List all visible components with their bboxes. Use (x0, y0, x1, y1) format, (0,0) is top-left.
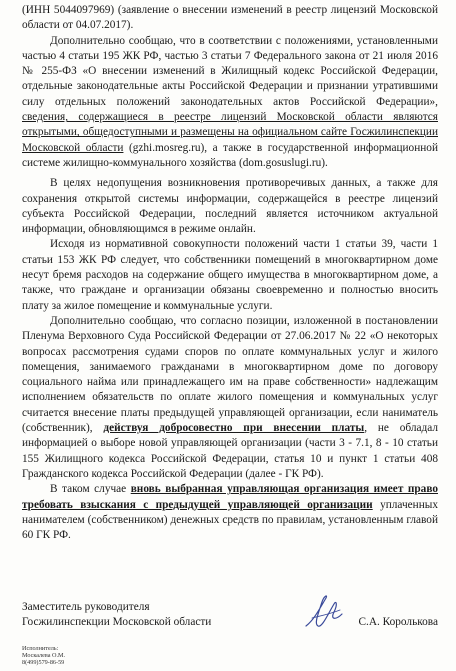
executor-name: Москалева О.М. (22, 652, 66, 660)
conclusion-text-start: В таком случае (50, 483, 131, 496)
paragraph-registry (22, 34, 438, 172)
court-text-end: , не обладал информацией о выборе новой управляющей организации (части 3 - 7.1, 8 - 10 статьи 155 Жилищного кодекса Российской Федерации, статья 10 и пункт 1 статьи 408 Гражданского кодекса Российской Федерации (далее - ГК РФ). (22, 422, 438, 480)
executor-label: Исполнитель: (22, 645, 59, 652)
letter-body (22, 3, 438, 543)
good-faith-underlined: действуя добросовестно при внесении платы (103, 422, 365, 435)
registry-open-data-underlined: сведения, содержащиеся в реестре лицензий Московской области являются открытыми, общедоступными и размещены на официальном сайте Госжилинспекции Московской области (22, 111, 438, 154)
executor-info (22, 645, 65, 667)
paragraph-consistency: В целях недопущения возникновения противоречивых данных, а также для сохранения открытой системы информации, содержащейся в реестре лицензий субъекта Российской Федерации, последний является источником актуальной информации, обновляющимся в режиме онлайн. (22, 177, 438, 236)
signer-name: С.А. Королькова (358, 616, 438, 628)
court-text-start: Дополнительно сообщаю, что согласно позиции, изложенной в постановлении Пленума Верховного Суда Российской Федерации от 27.06.2017 № 22 «О некоторых вопросах рассмотрения судами споров по оплате коммунальных услуг и жилого помещения, занимаемого гражданами в многоквартирном доме по договору социального найма или принадлежащего им на праве собственности» надлежащим исполнением обязательств по оплате жилого помещения и коммунальных услуг считается внесение платы предыдущей управляющей организации, если наниматель (собственник), (22, 314, 438, 435)
right-to-claim-underlined: вновь выбранная управляющая организация имеет право требовать взыскания с предыдущей управляющей организации (22, 483, 438, 511)
paragraph-conclusion (22, 482, 438, 543)
executor-phone: 8(499)579-86-59 (22, 659, 65, 667)
paragraph-inn: (ИНН 5044097969) (заявление о внесении изменений в реестр лицензий Московской области от 04.07.2017). (22, 4, 438, 32)
position-line-2: Госжилинспекции Московской области (22, 616, 212, 629)
conclusion-text-end: уплаченных нанимателем (собственником) денежных средств по правилам, установленным главой 60 ГК РФ. (22, 498, 439, 542)
registry-text-start: Дополнительно сообщаю, что в соответствии с положениями, установленными частью 4 статьи 195 ЖК РФ, частью 3 статьи 7 Федерального закона от 21 июля 2016 № 255-ФЗ «О внесении изменений в Жилищный кодекс Российской Федерации, отдельные законодательные акты Российской Федерации и признании утратившими силу отдельных положений законодательных актов Российской Федерации», (22, 34, 438, 108)
paragraph-supreme-court (22, 314, 438, 482)
registry-text-end: (gzhi.mosreg.ru), а также в государственной информационной системе жилищно-коммунального хозяйства (dom.gosuslugi.ru). (22, 141, 438, 169)
position-line-1: Заместитель руководителя (22, 601, 150, 613)
handwritten-signature (300, 590, 348, 634)
paragraph-obligations: Исходя из нормативной совокупности положений части 1 статьи 39, части 1 статьи 153 ЖК РФ следует, что собственники помещений в многоквартирном доме несут бремя расходов на содержание общего имущества в многоквартирном доме, а также, что граждане и организации обязаны своевременно и полностью вносить плату за жилое помещение и коммунальные услуги. (22, 238, 438, 312)
